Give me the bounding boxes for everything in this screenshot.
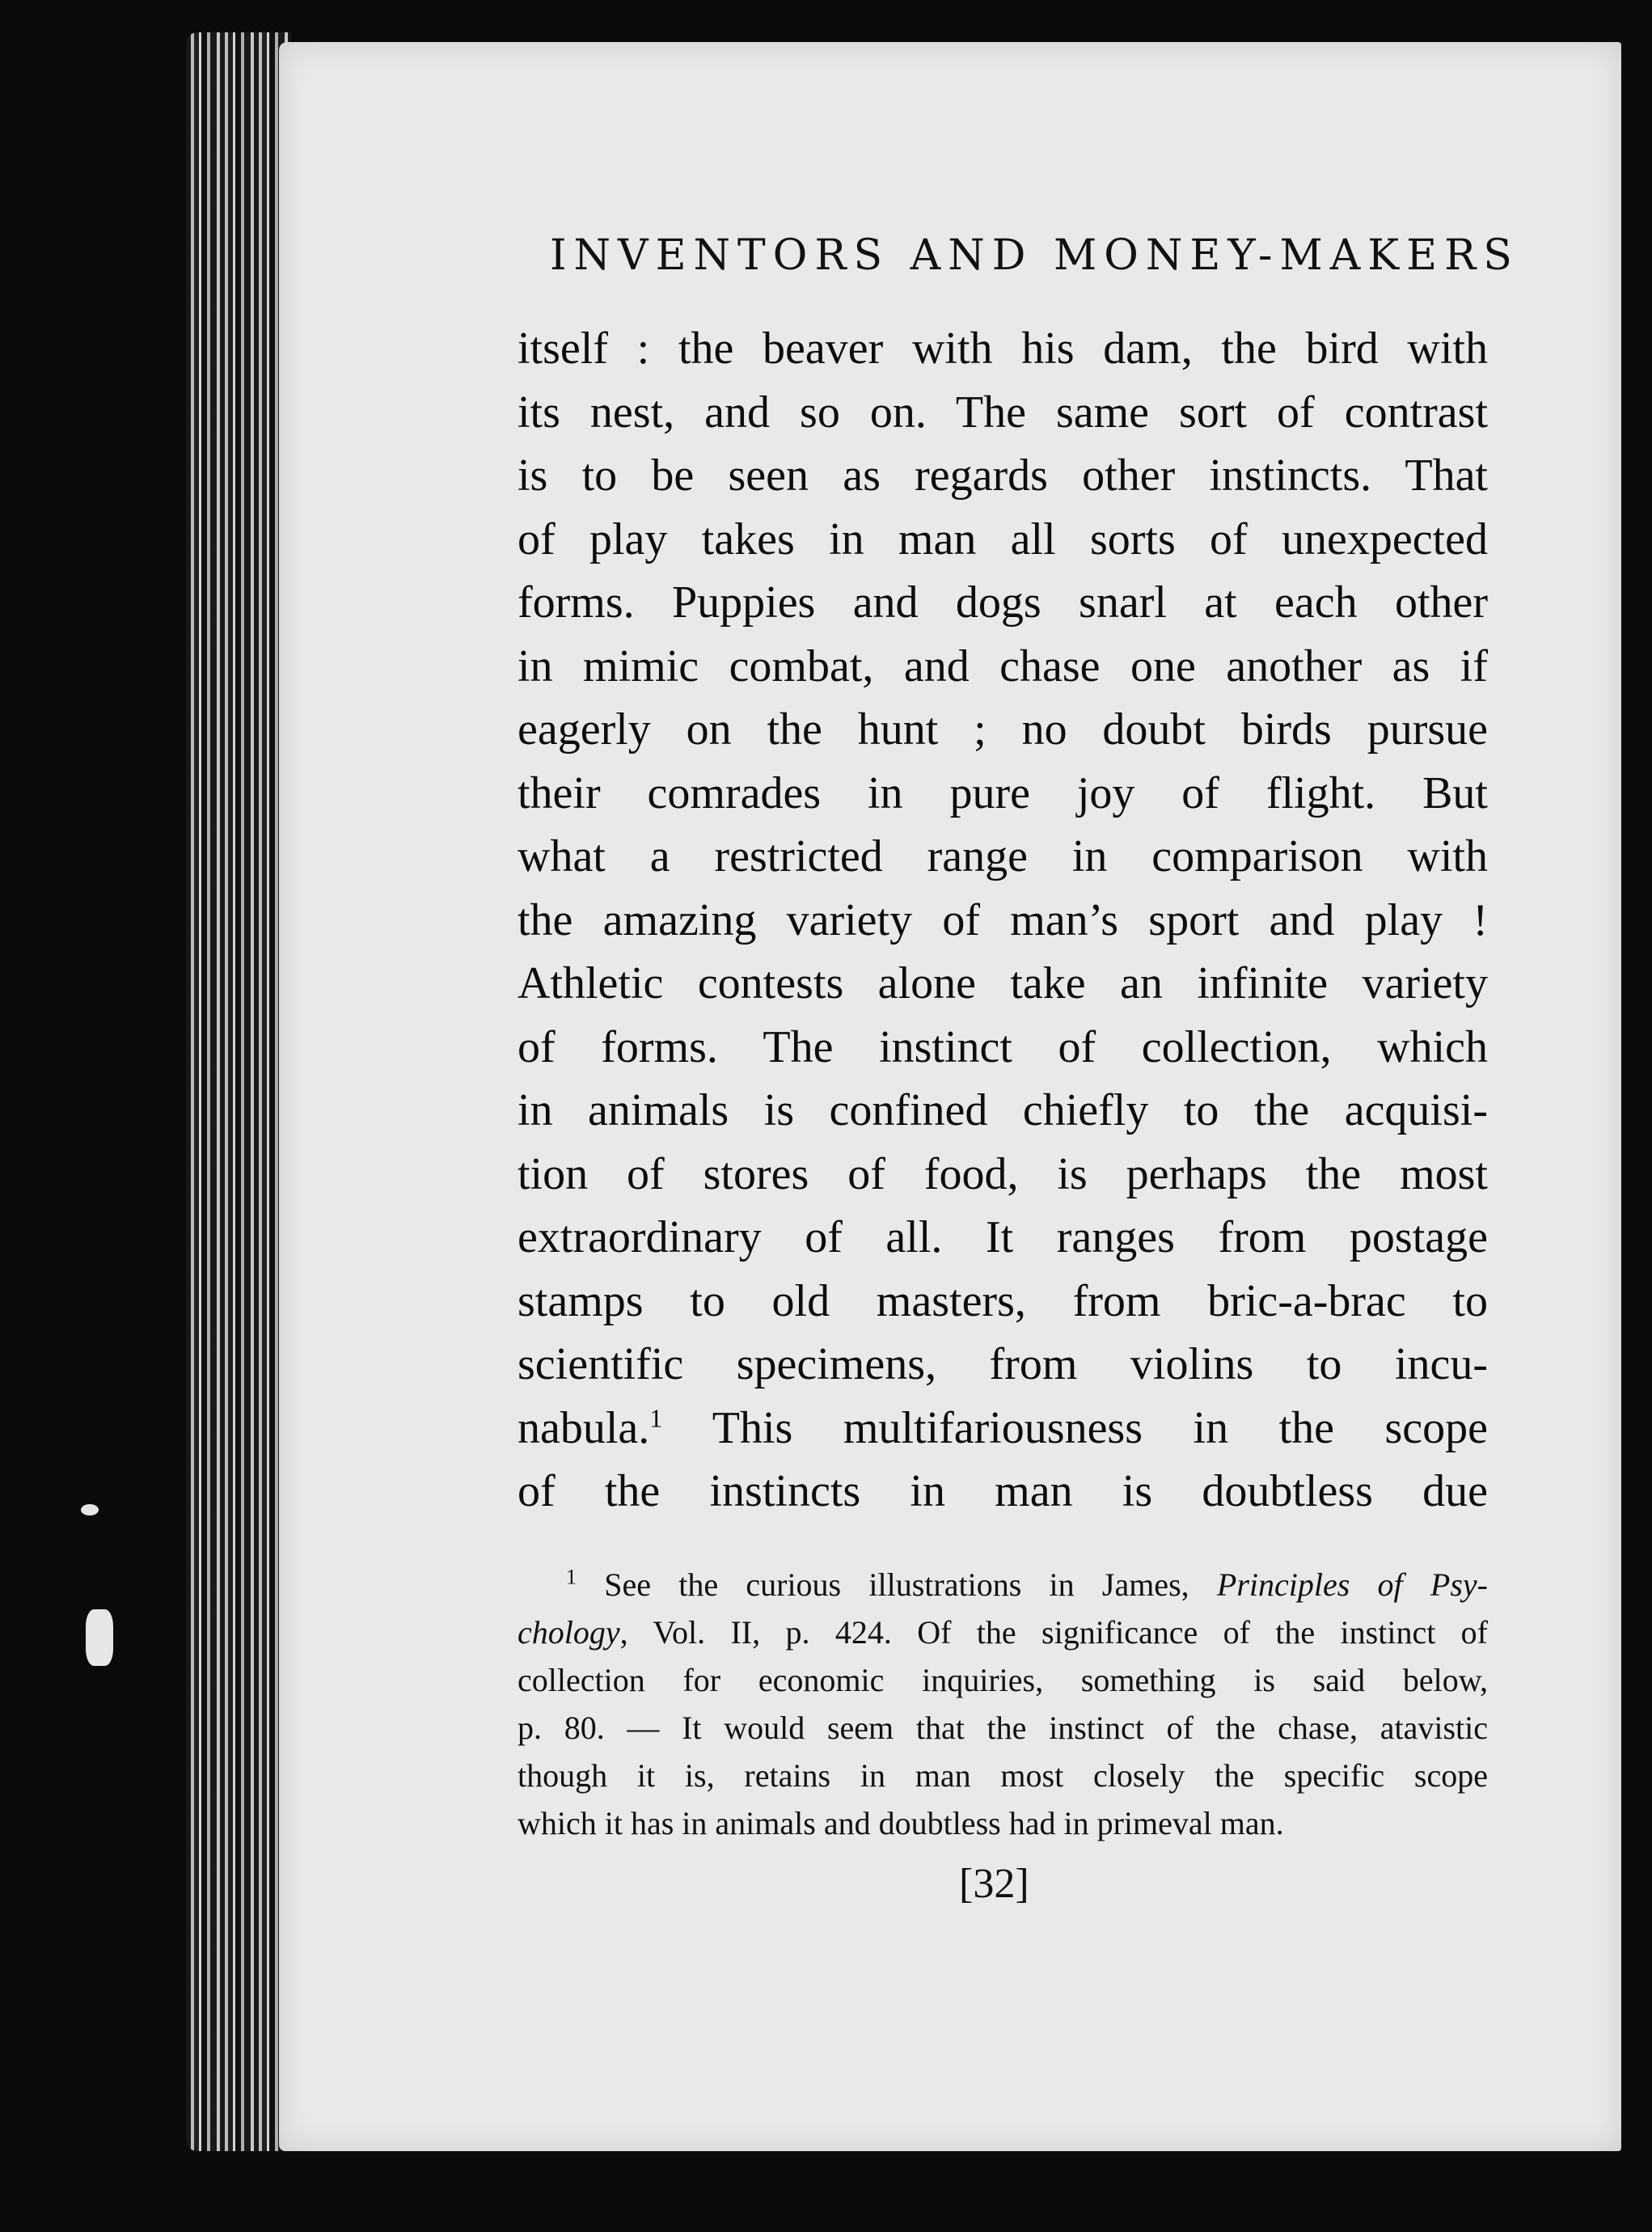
body-line <box>518 1397 1488 1461</box>
body-line: extraordinary of all. It ranges from postage <box>518 1212 1488 1262</box>
footnote-text: , Vol. II, p. 424. Of the significance of the instinct of <box>619 1614 1488 1651</box>
body-line: eagerly on the hunt ; no doubt birds pursue <box>518 704 1488 755</box>
body-line: of the instincts in man is doubtless due <box>518 1466 1488 1516</box>
page-number: [32] <box>959 1861 1029 1907</box>
footnote-line: which it has in animals and doubtless had in primeval man. <box>518 1805 1284 1841</box>
footnote-line: p. 80. — It would seem that the instinct of the chase, atavistic <box>518 1710 1488 1746</box>
footnote-line: though it is, retains in man most closely the specific scope <box>518 1757 1488 1794</box>
body-line: itself : the beaver with his dam, the bird with <box>518 323 1488 374</box>
dust-speck <box>86 1609 113 1666</box>
footnote-marker: 1 <box>566 1565 577 1589</box>
body-line: is to be seen as regards other instincts. That <box>518 450 1488 501</box>
body-text-segment: This multifariousness in the scope <box>662 1402 1488 1453</box>
dust-speck <box>81 1504 99 1515</box>
body-line: of forms. The instinct of collection, which <box>518 1021 1488 1072</box>
body-line: stamps to old masters, from bric-a-brac to <box>518 1275 1488 1326</box>
footnote <box>518 1561 1488 1847</box>
body-line: scientific specimens, from violins to incu- <box>518 1339 1488 1389</box>
body-line: forms. Puppies and dogs snarl at each other <box>518 577 1488 628</box>
running-head: INVENTORS AND MONEY-MAKERS <box>550 231 1519 280</box>
footnote-line <box>518 1608 1488 1656</box>
body-text-segment: nabula. <box>518 1402 650 1453</box>
footnote-text: See the curious illustrations in James, <box>577 1566 1217 1603</box>
body-line: in mimic combat, and chase one another as if <box>518 640 1488 691</box>
body-line: what a restricted range in comparison with <box>518 831 1488 881</box>
footnote-reference-marker[interactable]: 1 <box>649 1402 663 1432</box>
book-title-italic: Principles of Psy- <box>1216 1566 1488 1603</box>
book-page-edges <box>186 32 291 2151</box>
body-line: Athletic contests alone take an infinite variety <box>518 958 1488 1008</box>
body-line: its nest, and so on. The same sort of contrast <box>518 387 1488 438</box>
body-line: in animals is confined chiefly to the acquisi- <box>518 1085 1488 1135</box>
body-line: their comrades in pure joy of flight. But <box>518 767 1488 818</box>
footnote-line: collection for economic inquiries, something is said below, <box>518 1662 1488 1698</box>
body-line: the amazing variety of man’s sport and play ! <box>518 894 1488 945</box>
footnote-line <box>518 1561 1488 1608</box>
body-text <box>518 317 1488 1524</box>
book-title-italic: chology <box>518 1614 620 1651</box>
body-line: of play takes in man all sorts of unexpected <box>518 514 1488 564</box>
body-line: tion of stores of food, is perhaps the most <box>518 1148 1488 1199</box>
